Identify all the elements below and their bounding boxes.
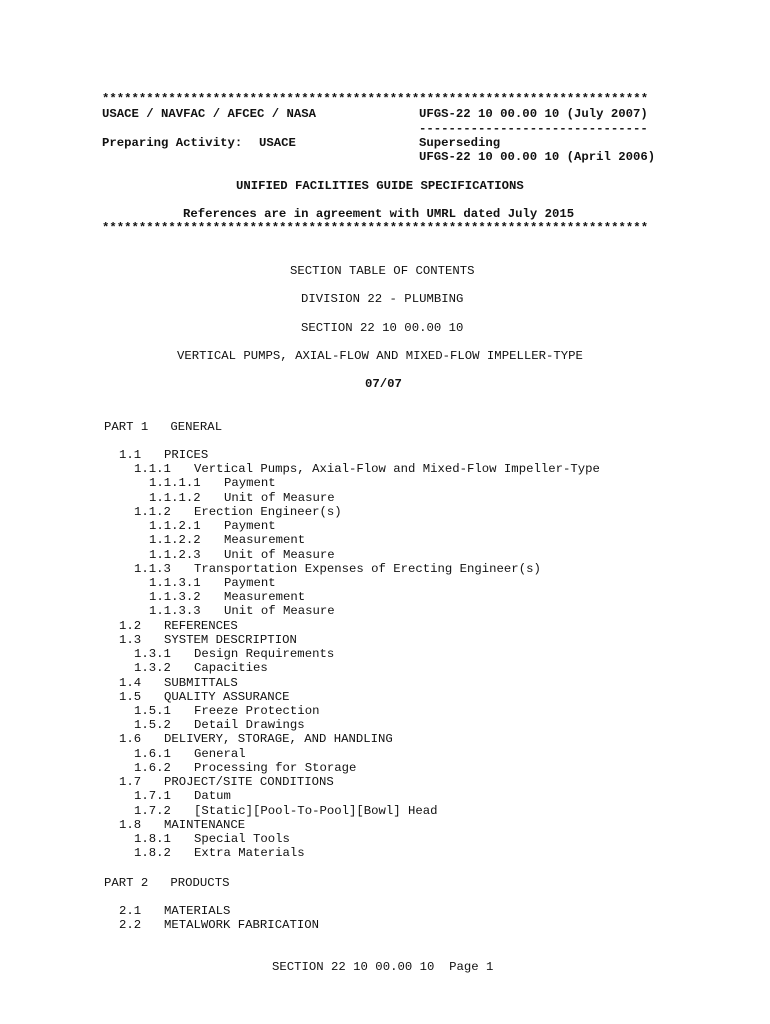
toc-item-title: Payment xyxy=(224,519,276,534)
agencies-label: USACE / NAVFAC / AFCEC / NASA xyxy=(102,107,317,121)
toc-item-number: 1.5.1 xyxy=(134,704,171,718)
toc-item-title: Unit of Measure xyxy=(224,604,335,619)
toc-item-title: Payment xyxy=(224,576,276,590)
toc-item-title: Capacities xyxy=(194,661,268,676)
header-star-rule-bottom: ************************************************************************** xyxy=(102,221,649,235)
header-dash-rule: ------------------------------- xyxy=(419,122,648,136)
toc-item-title: Payment xyxy=(224,476,276,491)
toc-item-number: 2.1 xyxy=(119,904,142,918)
toc-item-number: 1.1.3.3 xyxy=(149,604,201,619)
toc-item-title: Erection Engineer(s) xyxy=(194,504,342,519)
toc-item-title: Detail Drawings xyxy=(194,718,305,733)
toc-item-number: 1.1.1.1 xyxy=(149,476,201,491)
toc-item-number: 1.1.1 xyxy=(134,462,171,477)
toc-title: SECTION TABLE OF CONTENTS xyxy=(290,264,475,278)
references-note: References are in agreement with UMRL dated July 2015 xyxy=(183,207,575,221)
toc-item-title: Freeze Protection xyxy=(194,704,320,718)
preparing-activity-value: USACE xyxy=(259,136,296,150)
toc-item-title: QUALITY ASSURANCE xyxy=(164,689,290,704)
toc-item-number: 1.7 xyxy=(119,775,142,790)
toc-item-number: 1.1.2 xyxy=(134,504,171,519)
toc-item-number: 1.1.3.2 xyxy=(149,590,201,605)
toc-item-title: PRICES xyxy=(164,448,209,462)
toc-item-title: MAINTENANCE xyxy=(164,817,246,832)
toc-item-number: 2.2 xyxy=(119,918,142,933)
toc-item-number: 1.1.3.1 xyxy=(149,576,201,590)
toc-item-number: 1.1.2.1 xyxy=(149,519,201,534)
toc-item-title: SUBMITTALS xyxy=(164,675,238,690)
part2-heading: PART 2 PRODUCTS xyxy=(104,876,230,890)
toc-item-title: REFERENCES xyxy=(164,618,238,633)
toc-item-title: Vertical Pumps, Axial-Flow and Mixed-Flow Impeller-Type xyxy=(194,462,600,477)
preparing-activity-label: Preparing Activity: xyxy=(102,136,243,150)
toc-item-number: 1.8.2 xyxy=(134,846,171,861)
toc-item-number: 1.8.1 xyxy=(134,831,171,846)
spec-number: UFGS-22 10 00.00 10 (July 2007) xyxy=(419,107,648,121)
superseded-spec: UFGS-22 10 00.00 10 (April 2006) xyxy=(419,150,656,164)
toc-item-number: 1.3.2 xyxy=(134,661,171,676)
toc-item-number: 1.3 xyxy=(119,632,142,647)
toc-item-number: 1.5.2 xyxy=(134,718,171,733)
toc-item-title: Special Tools xyxy=(194,831,290,846)
toc-item-title: Unit of Measure xyxy=(224,547,335,562)
date-code: 07/07 xyxy=(365,377,402,391)
subject-title: VERTICAL PUMPS, AXIAL-FLOW AND MIXED-FLOW IMPELLER-TYPE xyxy=(177,349,583,363)
toc-item-number: 1.1 xyxy=(119,448,142,462)
superseding-label: Superseding xyxy=(419,136,501,150)
toc-item-title: PROJECT/SITE CONDITIONS xyxy=(164,775,334,790)
toc-item-title: METALWORK FABRICATION xyxy=(164,918,319,933)
header-star-rule-top: ************************************************************************** xyxy=(102,92,649,106)
part1-heading: PART 1 GENERAL xyxy=(104,420,223,434)
toc-item-title: [Static][Pool-To-Pool][Bowl] Head xyxy=(194,803,438,818)
toc-item-title: Unit of Measure xyxy=(224,490,335,505)
toc-item-title: Transportation Expenses of Erecting Engineer(s) xyxy=(194,561,541,576)
toc-item-number: 1.6 xyxy=(119,732,142,747)
toc-item-number: 1.5 xyxy=(119,689,142,704)
section-title: SECTION 22 10 00.00 10 xyxy=(301,321,464,335)
toc-item-title: Extra Materials xyxy=(194,846,305,861)
toc-item-title: MATERIALS xyxy=(164,904,231,918)
toc-item-number: 1.7.1 xyxy=(134,789,171,804)
toc-item-title: Measurement xyxy=(224,533,306,548)
toc-item-number: 1.7.2 xyxy=(134,803,171,818)
toc-item-number: 1.1.3 xyxy=(134,561,171,576)
toc-item-number: 1.1.1.2 xyxy=(149,490,201,505)
toc-item-number: 1.3.1 xyxy=(134,647,171,662)
toc-item-number: 1.6.1 xyxy=(134,746,171,761)
toc-item-title: Processing for Storage xyxy=(194,760,357,775)
toc-item-number: 1.6.2 xyxy=(134,760,171,775)
toc-item-number: 1.4 xyxy=(119,675,142,690)
toc-item-number: 1.8 xyxy=(119,817,142,832)
guide-title: UNIFIED FACILITIES GUIDE SPECIFICATIONS xyxy=(236,179,524,193)
page-footer: SECTION 22 10 00.00 10 Page 1 xyxy=(272,960,494,974)
toc-item-title: Design Requirements xyxy=(194,647,335,662)
toc-item-title: Measurement xyxy=(224,590,306,605)
toc-item-title: DELIVERY, STORAGE, AND HANDLING xyxy=(164,732,393,747)
toc-item-title: Datum xyxy=(194,789,231,804)
toc-item-title: General xyxy=(194,746,246,761)
toc-item-number: 1.1.2.2 xyxy=(149,533,201,548)
division-title: DIVISION 22 - PLUMBING xyxy=(301,292,464,306)
toc-item-title: SYSTEM DESCRIPTION xyxy=(164,632,297,647)
toc-item-number: 1.1.2.3 xyxy=(149,547,201,562)
toc-item-number: 1.2 xyxy=(119,618,142,633)
